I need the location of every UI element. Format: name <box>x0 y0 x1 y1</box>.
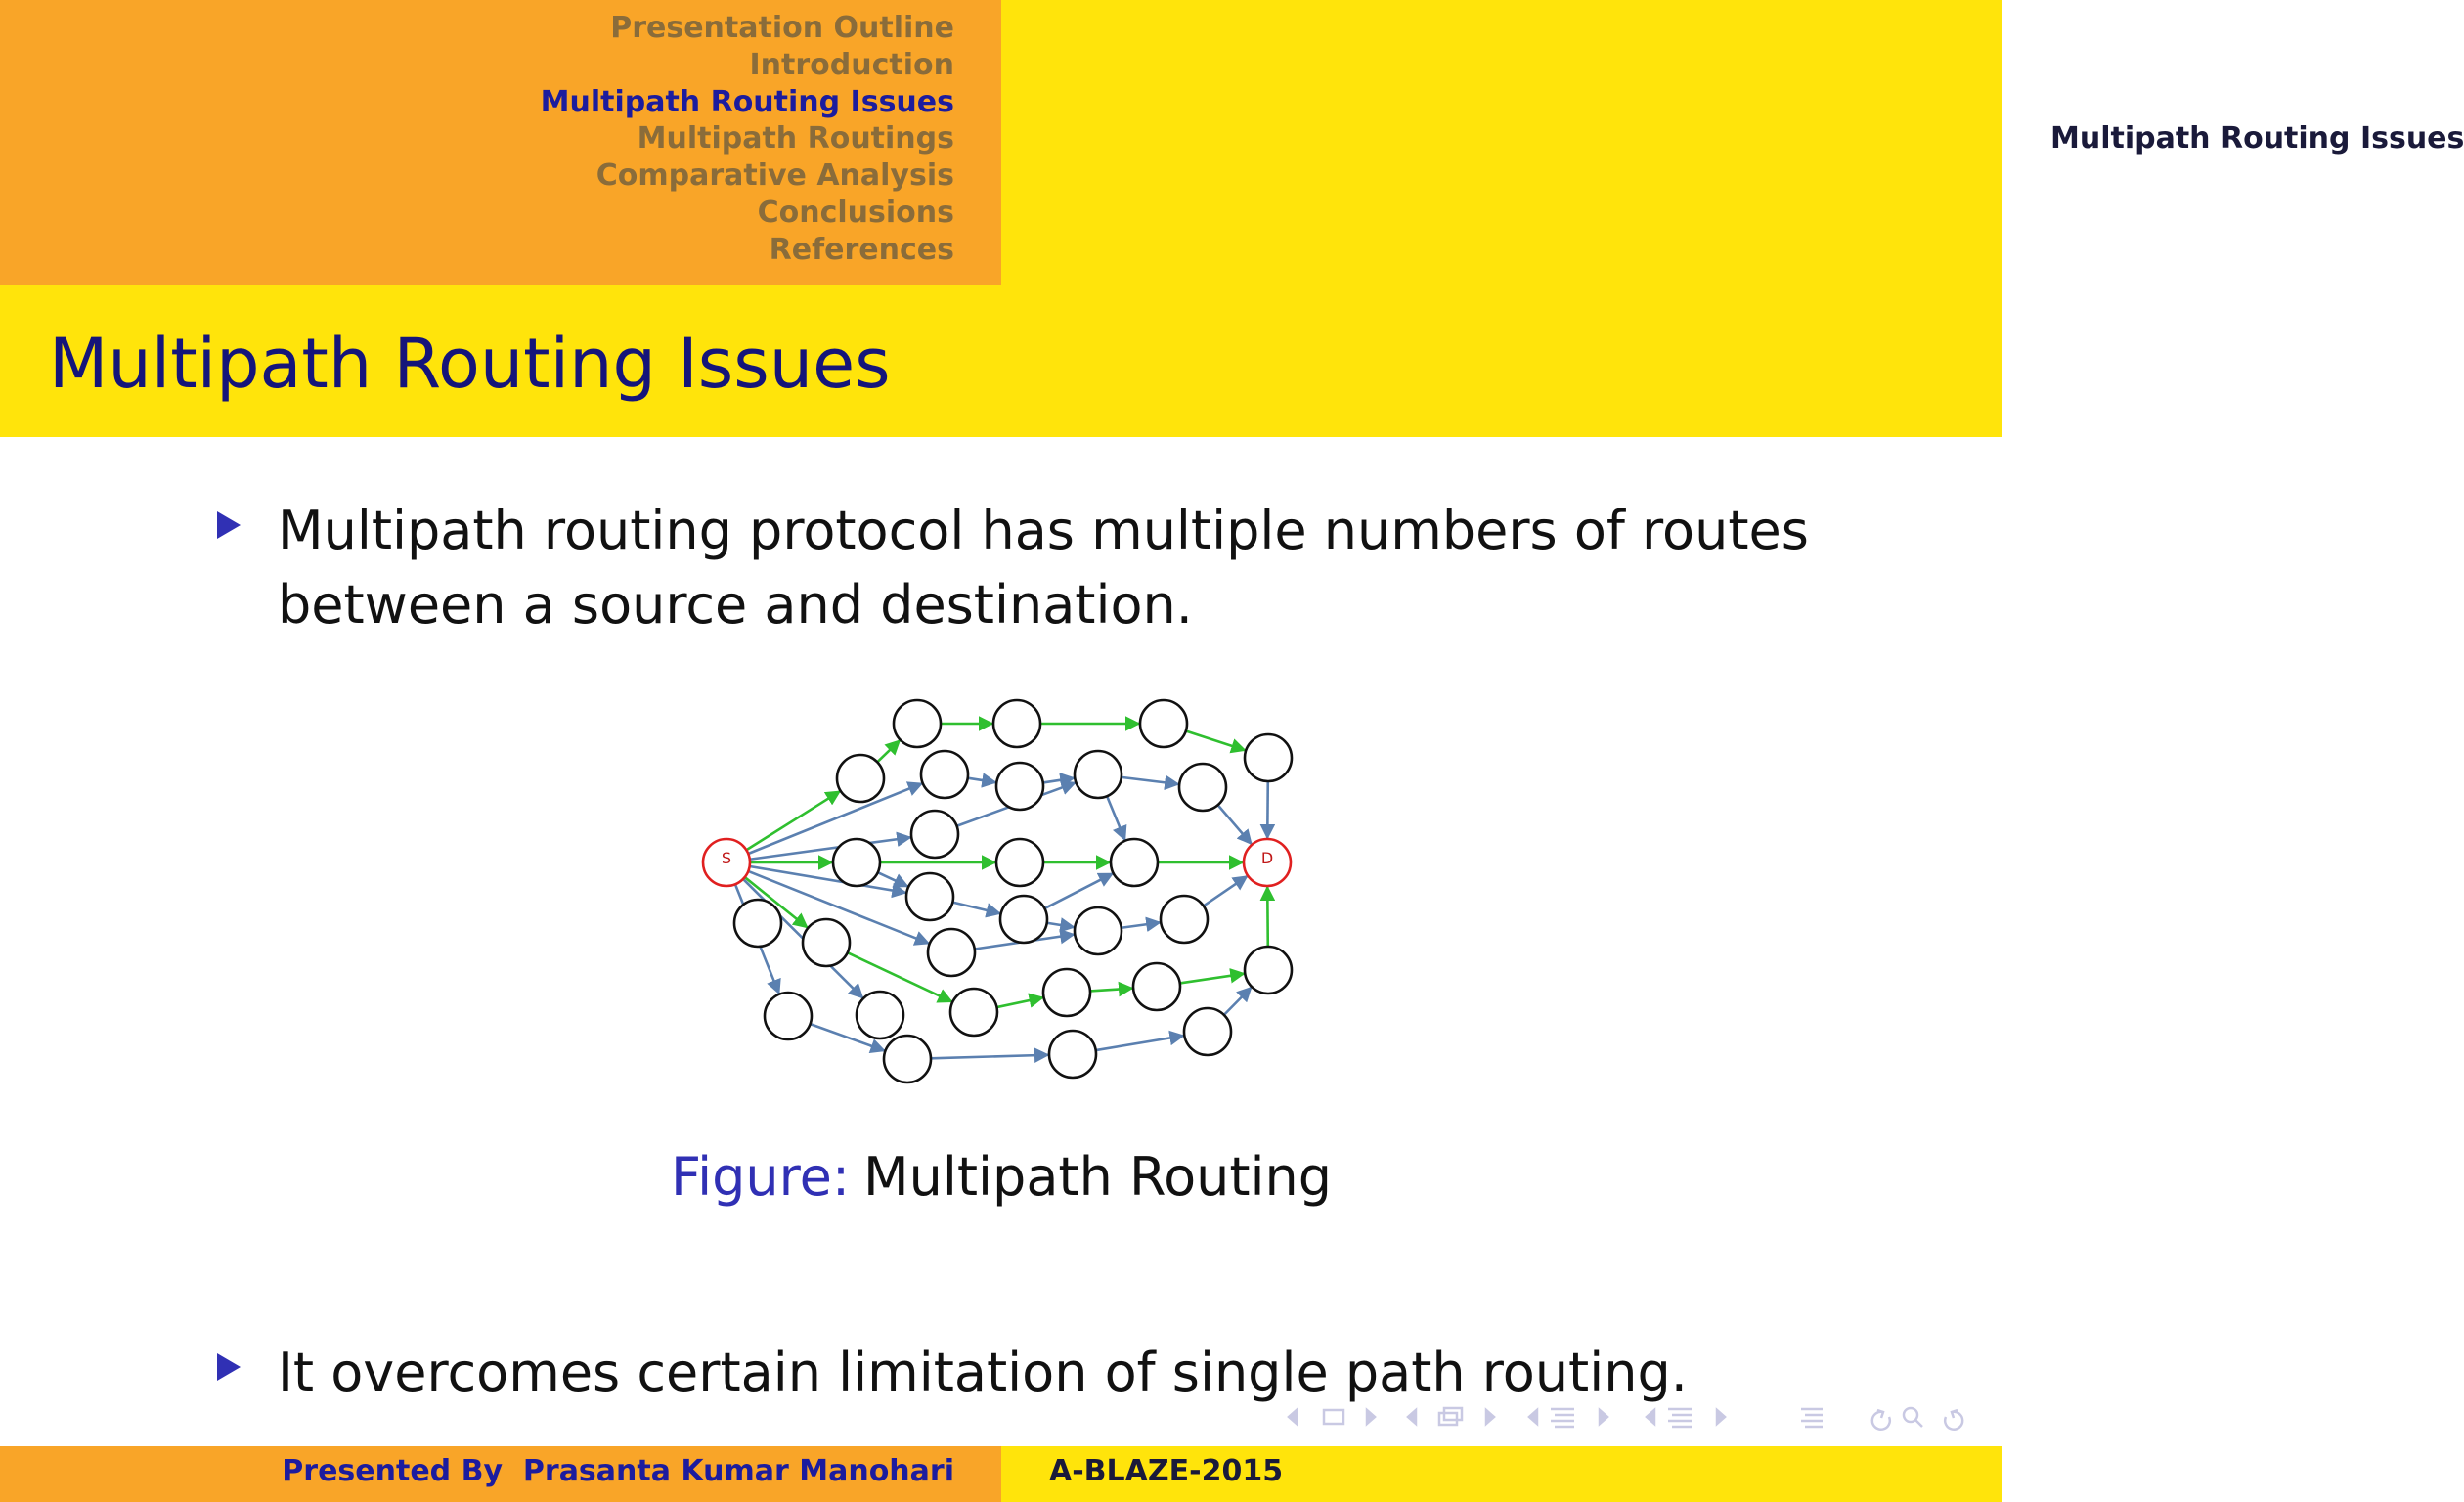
document-icon[interactable] <box>1668 1409 1692 1427</box>
alternate-path-edge <box>878 872 908 886</box>
bullet-triangle-icon <box>217 511 241 539</box>
alternate-path-edge <box>1096 1036 1184 1050</box>
intermediate-node <box>928 929 975 976</box>
section-outline <box>541 10 954 269</box>
primary-path-edge <box>746 791 839 850</box>
primary-path-edge <box>1186 730 1245 750</box>
alternate-path-edge <box>1043 778 1075 783</box>
intermediate-node <box>837 755 884 802</box>
alternate-path-edge <box>750 866 906 893</box>
primary-path-edge <box>996 997 1042 1007</box>
intermediate-node <box>833 839 880 886</box>
intermediate-node <box>950 989 997 1036</box>
intermediate-node <box>993 700 1040 747</box>
figure-caption <box>0 1146 2002 1208</box>
primary-path-edge <box>1267 887 1268 947</box>
next-frame-icon[interactable] <box>1367 1410 1375 1424</box>
header-outline-panel <box>0 0 1001 285</box>
intermediate-node <box>921 751 968 798</box>
alternate-path-edge <box>1044 873 1112 908</box>
intermediate-node <box>1245 734 1292 781</box>
prev-subsection-icon[interactable] <box>1408 1410 1416 1424</box>
next-subsection-icon[interactable] <box>1486 1410 1494 1424</box>
alternate-path-edge <box>750 837 910 859</box>
intermediate-node <box>1133 963 1180 1010</box>
prev-frame-icon[interactable] <box>1289 1410 1297 1424</box>
prev-section-icon[interactable] <box>1529 1410 1537 1424</box>
intermediate-node <box>1179 764 1226 811</box>
outline-item-comparative-analysis[interactable]: Comparative Analysis <box>595 158 954 194</box>
footer-event-panel <box>1001 1446 2002 1502</box>
alternate-path-edge <box>1204 876 1248 906</box>
figure-caption-text: Multipath Routing <box>863 1146 1333 1208</box>
intermediate-node <box>1075 751 1122 798</box>
diagram-nodes <box>703 700 1292 1082</box>
search-icon[interactable] <box>1904 1408 1922 1427</box>
bullet-triangle-icon <box>217 1353 241 1381</box>
outline-item-introduction[interactable]: Introduction <box>749 47 954 82</box>
outline-item-multipath-routings[interactable]: Multipath Routings <box>637 121 954 156</box>
alternate-path-edge <box>1218 805 1252 844</box>
intermediate-node <box>765 993 812 1039</box>
intermediate-node <box>1111 839 1158 886</box>
intermediate-node <box>996 763 1043 810</box>
footer-presenter <box>282 1454 954 1488</box>
alternate-path-edge <box>1107 796 1124 840</box>
header-section-panel <box>1001 0 2464 285</box>
alternate-path-edge <box>1122 922 1160 927</box>
outline-item-references[interactable]: References <box>769 232 954 267</box>
intermediate-node <box>1049 1031 1096 1078</box>
primary-path-edge <box>1090 989 1132 992</box>
intermediate-node <box>906 873 953 920</box>
beamer-navigation-bar <box>1283 1400 1987 1434</box>
figure-caption-label: Figure: <box>670 1146 851 1208</box>
alternate-path-edge <box>952 903 999 914</box>
prev-document-icon[interactable] <box>1647 1410 1654 1424</box>
slide-title: Multipath Routing Issues <box>49 324 891 404</box>
section-icon[interactable] <box>1551 1409 1574 1427</box>
primary-path-edge <box>877 740 900 762</box>
frame-icon[interactable] <box>1324 1410 1343 1424</box>
presenter-name: Prasanta Kumar Manohari <box>522 1454 954 1488</box>
outline-item-presentation-outline[interactable]: Presentation Outline <box>610 11 954 45</box>
presenter-label: Presented By <box>282 1454 504 1488</box>
destination-node-label: D <box>1260 849 1274 867</box>
footer-author-panel <box>0 1446 1001 1502</box>
intermediate-node <box>803 919 850 966</box>
intermediate-node <box>1043 969 1090 1016</box>
current-section-label: Multipath Routing Issues <box>2050 121 2464 155</box>
multipath-routing-diagram <box>684 685 1310 1095</box>
intermediate-node <box>857 992 903 1038</box>
bullet-item <box>217 1336 1830 1410</box>
title-bar <box>0 285 2002 437</box>
outline-item-multipath-routing-issues[interactable]: Multipath Routing Issues <box>540 84 954 119</box>
intermediate-node <box>996 839 1043 886</box>
primary-path-edge <box>1180 974 1245 984</box>
back-icon[interactable] <box>1872 1410 1890 1430</box>
footer-event-name: A-BLAZE-2015 <box>1049 1454 1284 1488</box>
source-node-label: S <box>721 849 732 867</box>
toc-icon[interactable] <box>1801 1409 1823 1427</box>
intermediate-node <box>884 1036 931 1082</box>
subsection-icon[interactable] <box>1439 1408 1462 1425</box>
intermediate-node <box>1140 700 1187 747</box>
bullet-text: Multipath routing protocol has multiple numbers of routes between a source and destination. <box>278 500 1809 636</box>
intermediate-node <box>1000 896 1047 943</box>
forward-icon[interactable] <box>1945 1410 1962 1430</box>
intermediate-node <box>734 900 781 947</box>
intermediate-node <box>911 811 958 858</box>
intermediate-node <box>894 700 941 747</box>
alternate-path-edge <box>1267 781 1268 838</box>
intermediate-node <box>1245 947 1292 994</box>
intermediate-node <box>1075 907 1122 954</box>
bullet-text: It overcomes certain limitation of single path routing. <box>278 1342 1688 1403</box>
alternate-path-edge <box>1122 777 1178 784</box>
alternate-path-edge <box>1047 923 1075 927</box>
outline-item-conclusions[interactable]: Conclusions <box>757 195 954 230</box>
bullet-item <box>217 494 1830 642</box>
intermediate-node <box>1184 1008 1231 1055</box>
alternate-path-edge <box>968 778 996 782</box>
next-document-icon[interactable] <box>1717 1410 1725 1424</box>
intermediate-node <box>1161 896 1208 943</box>
next-section-icon[interactable] <box>1600 1410 1607 1424</box>
alternate-path-edge <box>1224 988 1252 1015</box>
alternate-path-edge <box>931 1055 1048 1059</box>
